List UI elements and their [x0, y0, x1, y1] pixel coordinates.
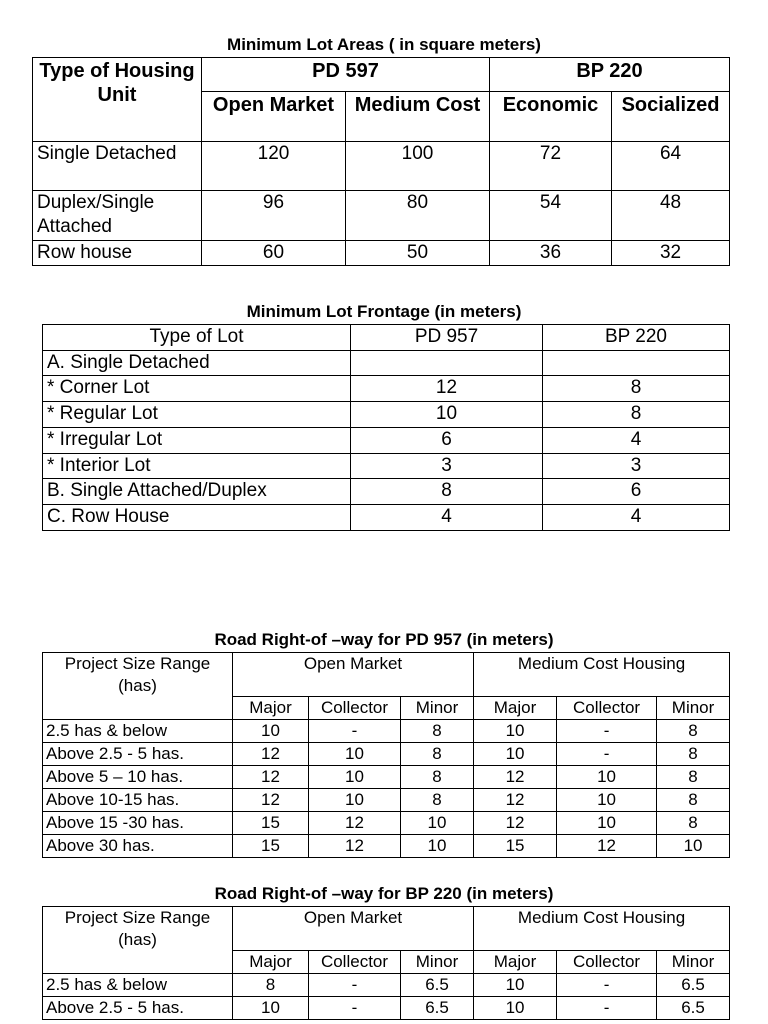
value-cell: 15: [233, 812, 309, 835]
lot-type-cell: * Corner Lot: [43, 376, 351, 402]
value-cell: 100: [346, 142, 490, 191]
lot-areas-table: [32, 57, 730, 266]
economic-header: Economic: [490, 92, 612, 142]
value-cell: 8: [401, 720, 474, 743]
value-cell: -: [557, 743, 657, 766]
value-cell: 36: [490, 241, 612, 266]
range-cell: 2.5 has & below: [43, 974, 233, 997]
value-cell: 32: [612, 241, 730, 266]
bp220-row-table: [42, 906, 730, 1020]
value-cell: 8: [657, 766, 730, 789]
lot-frontage-caption: Minimum Lot Frontage (in meters): [246, 302, 522, 321]
minor-header: Minor: [657, 951, 730, 974]
value-cell: 80: [346, 191, 490, 241]
lot-areas-caption: Minimum Lot Areas ( in square meters): [227, 35, 541, 54]
value-cell: -: [309, 720, 401, 743]
table-row: [33, 142, 730, 191]
table-row: [43, 720, 730, 743]
value-cell: 8: [543, 376, 730, 402]
table-row: [43, 766, 730, 789]
value-cell: 3: [543, 453, 730, 479]
table-row: [43, 504, 730, 530]
value-cell: 50: [346, 241, 490, 266]
housing-type-cell: Row house: [33, 241, 202, 266]
value-cell: 10: [309, 789, 401, 812]
collector-header: Collector: [557, 697, 657, 720]
major-header: Major: [233, 697, 309, 720]
value-cell: 10: [233, 720, 309, 743]
collector-header: Collector: [557, 951, 657, 974]
value-cell: 8: [657, 812, 730, 835]
value-cell: 6.5: [657, 997, 730, 1020]
table-row: [43, 453, 730, 479]
value-cell: [543, 350, 730, 376]
lot-type-cell: * Interior Lot: [43, 453, 351, 479]
value-cell: 10: [233, 997, 309, 1020]
value-cell: 10: [557, 766, 657, 789]
table-row: [43, 427, 730, 453]
value-cell: 8: [657, 720, 730, 743]
lot-type-cell: B. Single Attached/Duplex: [43, 479, 351, 505]
bp-header: BP 220: [543, 325, 730, 351]
lot-frontage-table: [42, 324, 730, 531]
range-cell: Above 2.5 - 5 has.: [43, 743, 233, 766]
value-cell: 8: [401, 743, 474, 766]
value-cell: 15: [474, 835, 557, 858]
bp220-row-caption: Road Right-of –way for BP 220 (in meters): [214, 884, 554, 903]
value-cell: -: [557, 720, 657, 743]
value-cell: 8: [351, 479, 543, 505]
table-row: [43, 974, 730, 997]
value-cell: 12: [233, 743, 309, 766]
table-row: [43, 835, 730, 858]
housing-type-cell: Single Detached: [33, 142, 202, 191]
table-row: [43, 402, 730, 428]
project-size-header: Project Size Range (has): [43, 907, 233, 974]
value-cell: 12: [233, 766, 309, 789]
collector-header: Collector: [309, 697, 401, 720]
lot-type-cell: * Regular Lot: [43, 402, 351, 428]
value-cell: 6: [351, 427, 543, 453]
value-cell: 12: [309, 835, 401, 858]
value-cell: -: [557, 997, 657, 1020]
range-cell: Above 2.5 - 5 has.: [43, 997, 233, 1020]
pd957-row-table: [42, 652, 730, 858]
value-cell: 8: [657, 743, 730, 766]
value-cell: 120: [202, 142, 346, 191]
range-cell: Above 15 -30 has.: [43, 812, 233, 835]
pd-header: PD 957: [351, 325, 543, 351]
table-row: [43, 789, 730, 812]
value-cell: 12: [474, 789, 557, 812]
value-cell: 10: [557, 789, 657, 812]
value-cell: 10: [557, 812, 657, 835]
value-cell: 8: [543, 402, 730, 428]
range-cell: Above 30 has.: [43, 835, 233, 858]
pd-header: PD 597: [202, 58, 490, 92]
value-cell: 6.5: [401, 974, 474, 997]
lot-type-cell: C. Row House: [43, 504, 351, 530]
value-cell: 15: [233, 835, 309, 858]
table-row: [43, 376, 730, 402]
pd957-row-caption: Road Right-of –way for PD 957 (in meters): [214, 630, 554, 649]
value-cell: 12: [351, 376, 543, 402]
value-cell: 64: [612, 142, 730, 191]
value-cell: [351, 350, 543, 376]
table-row: [43, 479, 730, 505]
major-header: Major: [474, 697, 557, 720]
range-cell: Above 5 – 10 has.: [43, 766, 233, 789]
value-cell: 12: [309, 812, 401, 835]
value-cell: 8: [401, 789, 474, 812]
range-cell: Above 10-15 has.: [43, 789, 233, 812]
value-cell: 6.5: [401, 997, 474, 1020]
value-cell: -: [557, 974, 657, 997]
minor-header: Minor: [401, 697, 474, 720]
range-cell: 2.5 has & below: [43, 720, 233, 743]
lot-type-cell: * Irregular Lot: [43, 427, 351, 453]
medium-cost-housing-header: Medium Cost Housing: [474, 653, 730, 697]
value-cell: 10: [657, 835, 730, 858]
value-cell: 10: [309, 743, 401, 766]
value-cell: 6.5: [657, 974, 730, 997]
value-cell: 10: [474, 974, 557, 997]
value-cell: 96: [202, 191, 346, 241]
value-cell: -: [309, 997, 401, 1020]
medium-cost-housing-header: Medium Cost Housing: [474, 907, 730, 951]
project-size-header: Project Size Range (has): [43, 653, 233, 720]
bp-header: BP 220: [490, 58, 730, 92]
table-row: [33, 241, 730, 266]
table-row: [43, 743, 730, 766]
value-cell: 72: [490, 142, 612, 191]
value-cell: 8: [657, 789, 730, 812]
value-cell: -: [309, 974, 401, 997]
value-cell: 6: [543, 479, 730, 505]
type-of-lot-header: Type of Lot: [43, 325, 351, 351]
value-cell: 12: [474, 766, 557, 789]
major-header: Major: [474, 951, 557, 974]
value-cell: 48: [612, 191, 730, 241]
value-cell: 54: [490, 191, 612, 241]
housing-type-cell: Duplex/Single Attached: [33, 191, 202, 241]
value-cell: 10: [401, 812, 474, 835]
open-market-header: Open Market: [233, 907, 474, 951]
value-cell: 10: [474, 997, 557, 1020]
lot-type-cell: A. Single Detached: [43, 350, 351, 376]
value-cell: 10: [474, 720, 557, 743]
value-cell: 4: [543, 427, 730, 453]
open-market-header: Open Market: [202, 92, 346, 142]
value-cell: 3: [351, 453, 543, 479]
minor-header: Minor: [657, 697, 730, 720]
medium-cost-header: Medium Cost: [346, 92, 490, 142]
value-cell: 10: [401, 835, 474, 858]
housing-type-header: Type of Housing Unit: [33, 58, 202, 142]
open-market-header: Open Market: [233, 653, 474, 697]
table-row: [43, 350, 730, 376]
minor-header: Minor: [401, 951, 474, 974]
value-cell: 10: [474, 743, 557, 766]
value-cell: 8: [401, 766, 474, 789]
value-cell: 60: [202, 241, 346, 266]
table-row: [43, 812, 730, 835]
value-cell: 10: [309, 766, 401, 789]
value-cell: 10: [351, 402, 543, 428]
socialized-header: Socialized: [612, 92, 730, 142]
value-cell: 4: [351, 504, 543, 530]
value-cell: 12: [474, 812, 557, 835]
value-cell: 8: [233, 974, 309, 997]
value-cell: 12: [557, 835, 657, 858]
collector-header: Collector: [309, 951, 401, 974]
value-cell: 12: [233, 789, 309, 812]
major-header: Major: [233, 951, 309, 974]
table-row: [33, 191, 730, 241]
value-cell: 4: [543, 504, 730, 530]
table-row: [43, 997, 730, 1020]
